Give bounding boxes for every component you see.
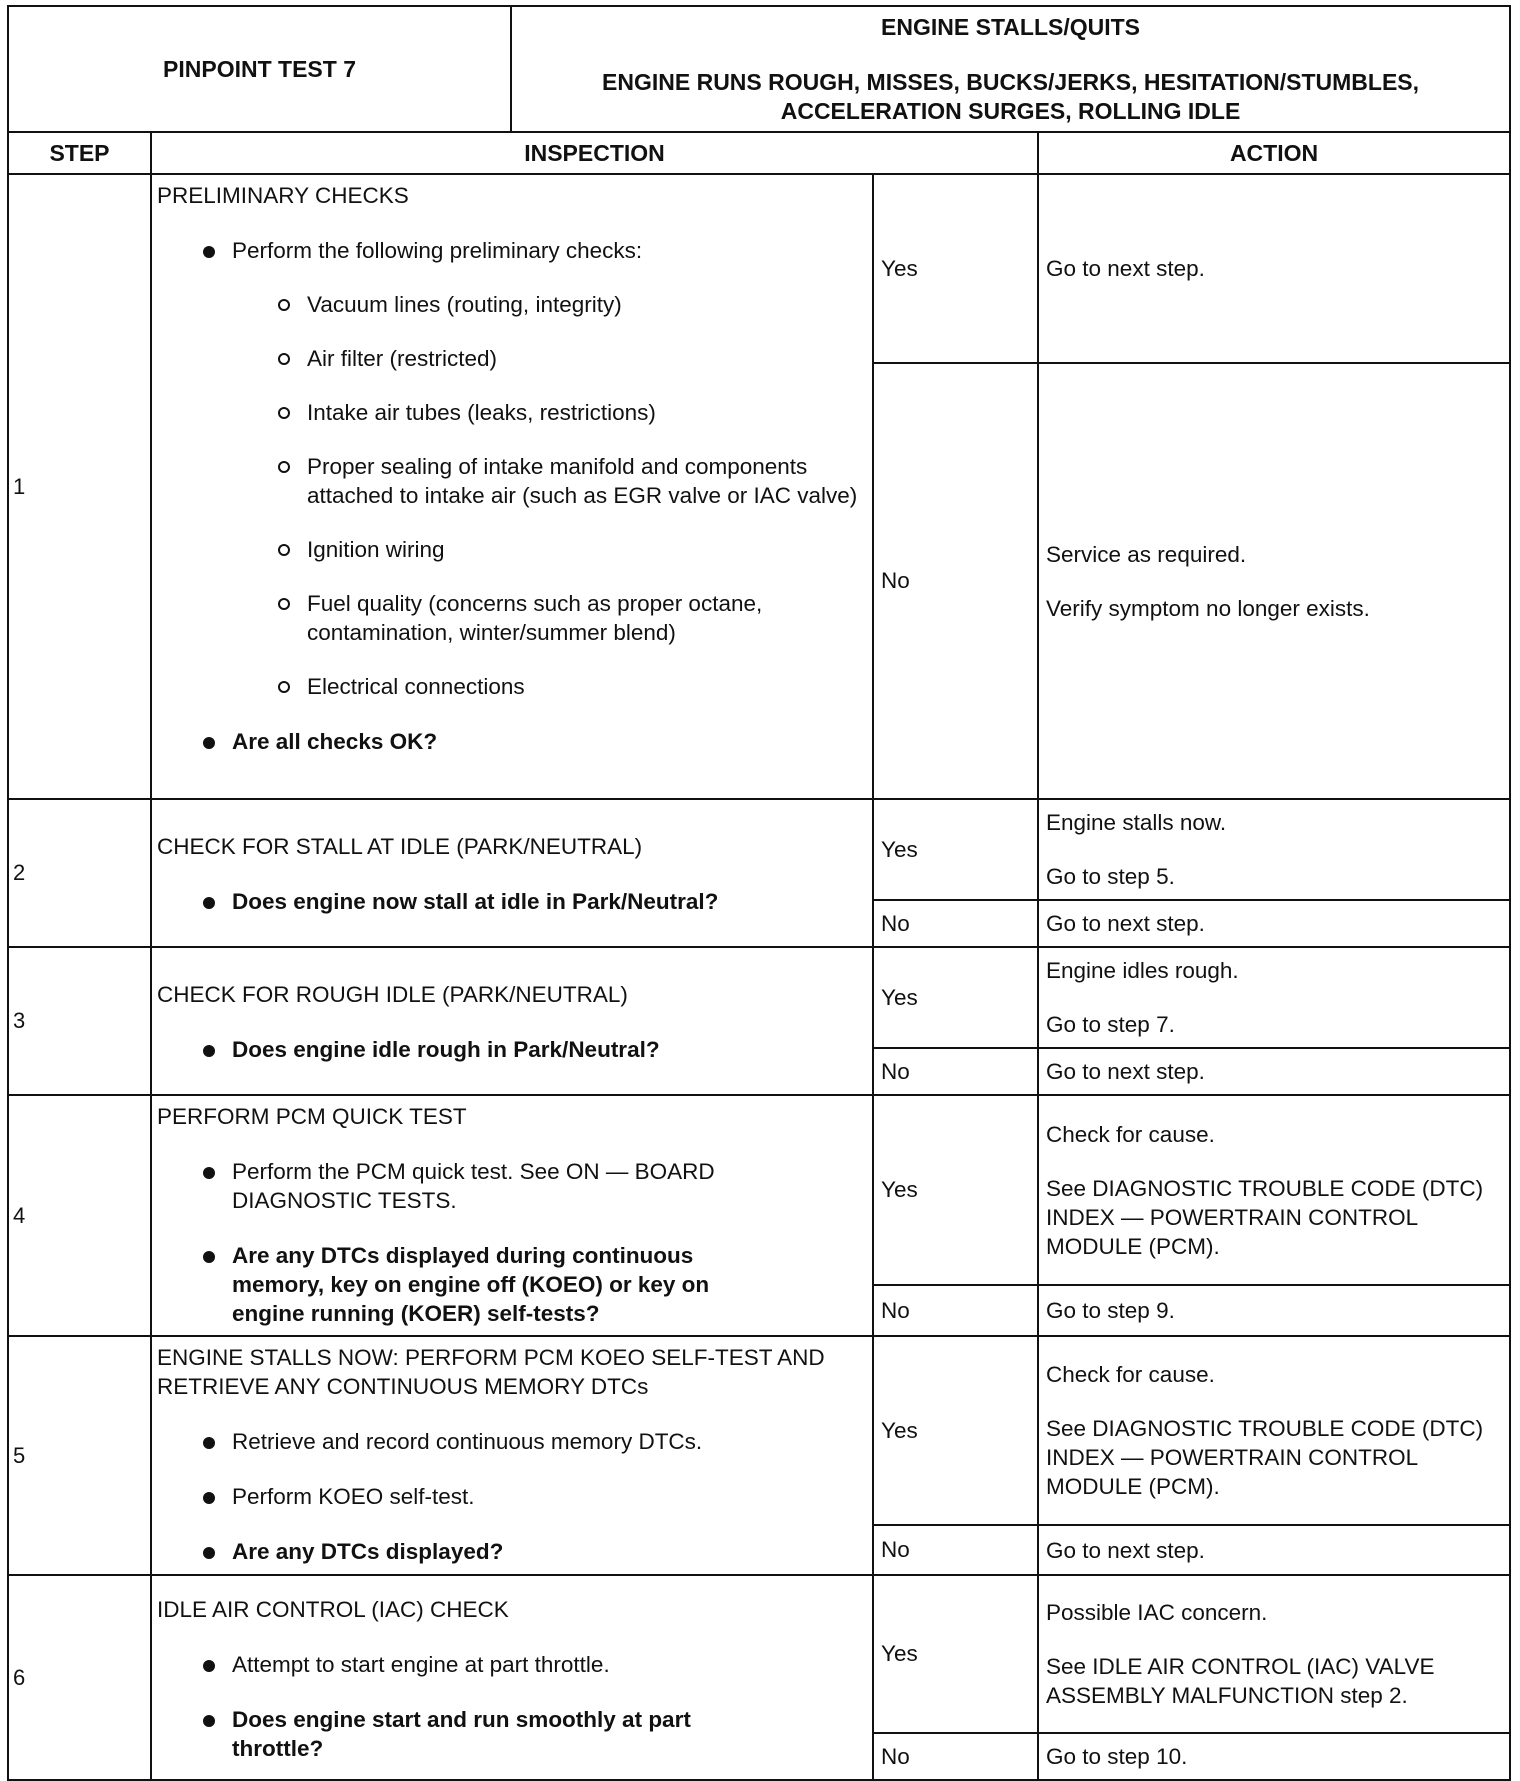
step-3-inspection (151, 947, 873, 1095)
sub-bullet-item: Electrical connections (157, 672, 864, 701)
yes-action: Engine idles rough. Go to step 7. (1038, 947, 1510, 1048)
yes-label: Yes (873, 799, 1038, 900)
step-4-yes-row (8, 1095, 1510, 1285)
bullet-question: Are any DTCs displayed during continuous memory, key on engine off (KOEO) or key on engine running (KOER) self-tests? (157, 1241, 864, 1328)
no-action: Service as required. Verify symptom no longer exists. (1038, 363, 1510, 799)
no-label: No (873, 1285, 1038, 1336)
no-label: No (873, 1525, 1038, 1575)
step-number: 3 (8, 947, 151, 1095)
symptom-line-1: ENGINE STALLS/QUITS (881, 13, 1141, 40)
no-label: No (873, 900, 1038, 947)
bullet-item: Perform the following preliminary checks: (157, 236, 864, 265)
column-header-row (8, 132, 1510, 174)
step-number: 1 (8, 174, 151, 799)
symptom-title (511, 6, 1510, 132)
symptom-line-2: ENGINE RUNS ROUGH, MISSES, BUCKS/JERKS, HESITATION/STUMBLES, (602, 68, 1420, 95)
bullet-item: Attempt to start engine at part throttle. (157, 1650, 864, 1679)
step-heading: PRELIMINARY CHECKS (157, 183, 409, 208)
no-label: No (873, 1733, 1038, 1780)
column-header-step: STEP (8, 132, 151, 174)
step-number: 6 (8, 1575, 151, 1780)
step-3-yes-row (8, 947, 1510, 1048)
step-5-inspection (151, 1336, 873, 1575)
sub-bullet-item: Air filter (restricted) (157, 344, 864, 373)
bullet-question: Are all checks OK? (157, 727, 864, 756)
no-action: Go to step 10. (1038, 1733, 1510, 1780)
column-header-action: ACTION (1038, 132, 1510, 174)
no-action: Go to step 9. (1038, 1285, 1510, 1336)
yes-action: Possible IAC concern. See IDLE AIR CONTROL (IAC) VALVE ASSEMBLY MALFUNCTION step 2. (1038, 1575, 1510, 1733)
yes-action: Check for cause. See DIAGNOSTIC TROUBLE CODE (DTC) INDEX — POWERTRAIN CONTROL MODULE (PCM). (1038, 1336, 1510, 1525)
step-5-yes-row (8, 1336, 1510, 1525)
step-number: 5 (8, 1336, 151, 1575)
bullet-question: Does engine idle rough in Park/Neutral? (157, 1035, 864, 1064)
title-row (8, 6, 1510, 132)
sub-bullet-item: Vacuum lines (routing, integrity) (157, 290, 864, 319)
bullet-item: Retrieve and record continuous memory DTCs. (157, 1427, 864, 1456)
step-6-inspection (151, 1575, 873, 1780)
step-heading: CHECK FOR ROUGH IDLE (PARK/NEUTRAL) (157, 982, 628, 1007)
pinpoint-test-table (7, 5, 1511, 1781)
no-label: No (873, 1048, 1038, 1095)
step-2-yes-row (8, 799, 1510, 900)
step-6-yes-row (8, 1575, 1510, 1733)
pinpoint-title: PINPOINT TEST 7 (8, 6, 511, 132)
yes-action: Check for cause. See DIAGNOSTIC TROUBLE CODE (DTC) INDEX — POWERTRAIN CONTROL MODULE (PCM). (1038, 1095, 1510, 1285)
step-number: 4 (8, 1095, 151, 1336)
yes-label: Yes (873, 1095, 1038, 1285)
no-action: Go to next step. (1038, 900, 1510, 947)
step-heading: ENGINE STALLS NOW: PERFORM PCM KOEO SELF-TEST AND RETRIEVE ANY CONTINUOUS MEMORY DTCs (157, 1345, 825, 1399)
yes-label: Yes (873, 1575, 1038, 1733)
sub-bullet-item: Fuel quality (concerns such as proper octane, contamination, winter/summer blend) (157, 589, 864, 647)
sub-bullet-item: Intake air tubes (leaks, restrictions) (157, 398, 864, 427)
step-4-inspection (151, 1095, 873, 1336)
yes-action: Go to next step. (1038, 174, 1510, 363)
no-label: No (873, 363, 1038, 799)
bullet-item: Perform KOEO self-test. (157, 1482, 864, 1511)
bullet-question: Does engine now stall at idle in Park/Neutral? (157, 887, 864, 916)
step-number: 2 (8, 799, 151, 947)
column-header-inspection: INSPECTION (151, 132, 1038, 174)
no-action: Go to next step. (1038, 1525, 1510, 1575)
sub-bullet-item: Ignition wiring (157, 535, 864, 564)
symptom-line-3: ACCELERATION SURGES, ROLLING IDLE (780, 97, 1241, 124)
step-1-yes-row (8, 174, 1510, 363)
step-heading: PERFORM PCM QUICK TEST (157, 1104, 467, 1129)
bullet-question: Are any DTCs displayed? (157, 1537, 864, 1566)
step-2-inspection (151, 799, 873, 947)
pinpoint-test-page (7, 5, 1509, 1781)
step-heading: IDLE AIR CONTROL (IAC) CHECK (157, 1596, 509, 1622)
step-1-inspection (151, 174, 873, 799)
yes-label: Yes (873, 947, 1038, 1048)
bullet-question: Does engine start and run smoothly at part throttle? (157, 1705, 864, 1763)
yes-action: Engine stalls now. Go to step 5. (1038, 799, 1510, 900)
yes-label: Yes (873, 174, 1038, 363)
no-action: Go to next step. (1038, 1048, 1510, 1095)
step-heading: CHECK FOR STALL AT IDLE (PARK/NEUTRAL) (157, 834, 643, 859)
sub-bullet-item: Proper sealing of intake manifold and components attached to intake air (such as EGR valve or IAC valve) (157, 452, 864, 510)
bullet-item: Perform the PCM quick test. See ON — BOARD DIAGNOSTIC TESTS. (157, 1157, 864, 1215)
yes-label: Yes (873, 1336, 1038, 1525)
